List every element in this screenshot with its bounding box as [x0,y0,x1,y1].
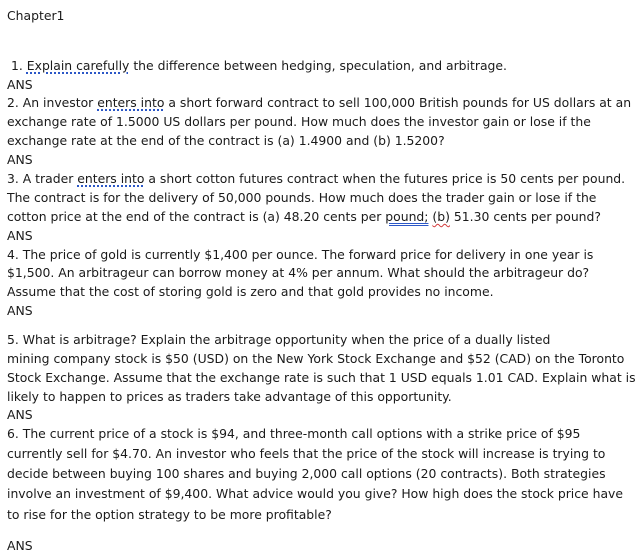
spelling-marked-word[interactable]: (b) [432,209,450,224]
question-4-line-2: $1,500. An arbitrageur can borrow money at 4% per annum. What should the arbitrageur do? [7,265,590,280]
question-3-line-3 [7,208,601,225]
answer-1: ANS [7,77,33,92]
question-4-line-1: 4. The price of gold is currently $1,400 per ounce. The forward price for delivery in one year is [7,247,594,262]
answer-4: ANS [7,303,33,318]
answer-6: ANS [7,538,33,553]
question-6-line-5: to rise for the option strategy to be more profitable? [7,507,332,522]
question-2-line-1 [7,94,631,111]
question-5-line-3: Stock Exchange. Assume that the exchange rate is such that 1 USD equals 1.01 CAD. Explain what is [7,370,636,385]
question-3-text: cotton price at the end of the contract is (a) 48.20 cents per [7,209,386,224]
grammar-marked-phrase[interactable]: enters into [77,171,145,186]
question-6-line-1: 6. The current price of a stock is $94, and three-month call options with a strike price of $95 [7,426,581,441]
question-5-line-1: 5. What is arbitrage? Explain the arbitrage opportunity when the price of a dually listed [7,332,551,347]
grammar-marked-word[interactable]: pound; [385,209,429,224]
answer-3: ANS [7,228,33,243]
question-1-number: 1. [11,58,23,73]
question-2-line-2: exchange rate of 1.5000 US dollars per pound. How much does the investor gain or lose if the [7,114,591,129]
chapter-title: Chapter1 [7,8,65,23]
grammar-marked-phrase[interactable]: enters into [97,95,165,110]
question-3-text: 51.30 cents per pound? [449,209,601,224]
grammar-marked-phrase[interactable]: Explain carefully [26,58,130,73]
question-6-line-4: involve an investment of $9,400. What advice would you give? How high does the stock price have [7,486,624,501]
question-3-text: 3. A trader [7,171,78,186]
question-3-text: a short cotton futures contract when the futures price is 50 cents per pound. [144,171,626,186]
question-5-line-4: likely to happen to prices as traders take advantage of this opportunity. [7,389,452,404]
question-6-line-2: currently sell for $4.70. An investor who feels that the price of the stock will increase is trying to [7,446,606,461]
question-3-line-1 [7,170,625,187]
question-3-line-2: The contract is for the delivery of 50,000 pounds. How much does the trader gain or lose if the [7,190,597,205]
question-1 [11,57,507,74]
question-2-text: 2. An investor [7,95,98,110]
question-2-text: a short forward contract to sell 100,000 British pounds for US dollars at an [164,95,632,110]
answer-2: ANS [7,152,33,167]
question-5-line-2: mining company stock is $50 (USD) on the New York Stock Exchange and $52 (CAD) on the Toronto [7,351,625,366]
question-1-text: the difference between hedging, speculation, and arbitrage. [129,58,507,73]
question-6-line-3: decide between buying 100 shares and buying 2,000 call options (20 contracts). Both strategies [7,466,606,481]
question-2-line-3: exchange rate at the end of the contract is (a) 1.4900 and (b) 1.5200? [7,133,445,148]
answer-5: ANS [7,407,33,422]
question-4-line-3: Assume that the cost of storing gold is zero and that gold provides no income. [7,284,494,299]
